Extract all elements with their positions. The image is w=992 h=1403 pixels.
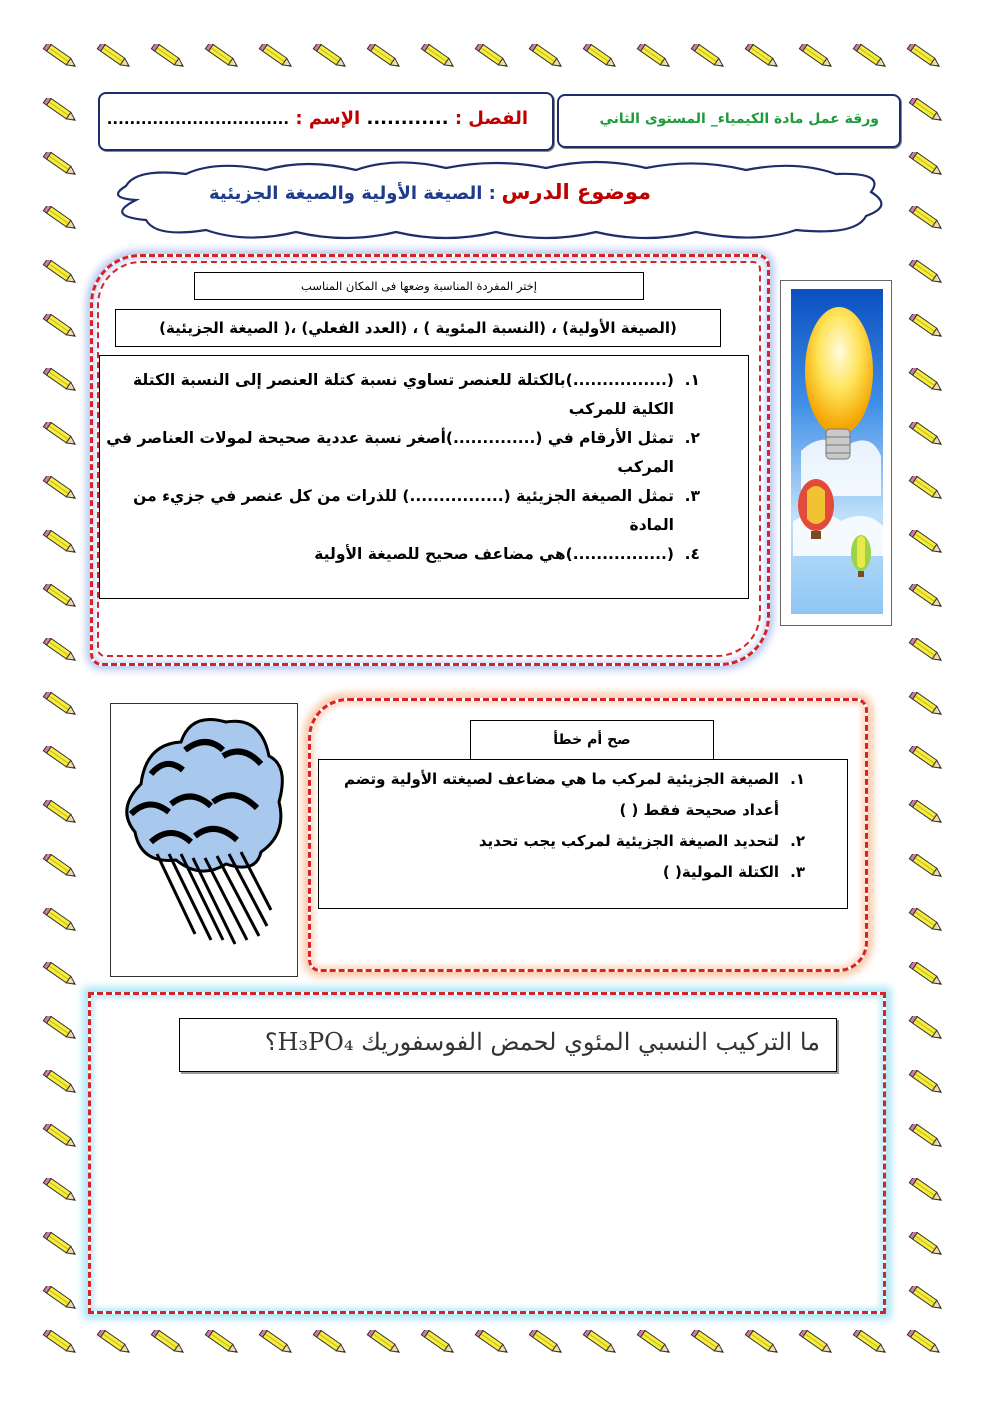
lightbulb-balloons-icon (781, 281, 891, 625)
pencil-icon (908, 800, 948, 826)
section2-item-text: الصيغة الجزيئية لمركب ما هي مضاعف لصيغته الأولية وتضم أعداد صحيحة فقط ( ) (343, 770, 779, 819)
pencil-icon (908, 314, 948, 340)
pencil-icon (908, 1070, 948, 1096)
word-bank-text: (الصيغة الأولية) ، (النسبة المئوية ) ، (العدد الفعلي) ،( الصيغة الجزيئية) (159, 319, 677, 337)
pencil-icon (908, 98, 948, 124)
pencil-icon (42, 908, 82, 934)
pencil-icon (908, 962, 948, 988)
pencil-icon (42, 152, 82, 178)
pencil-icon (42, 206, 82, 232)
pencil-icon (908, 152, 948, 178)
pencil-icon (582, 44, 622, 70)
class-name-box (98, 92, 554, 151)
pencil-icon (42, 1124, 82, 1150)
section2-title: صح أم خطأ (553, 732, 631, 748)
section1-item-text: تمثل الصيغة الجزيئية (................) للذرات من كل عنصر في جزيء من المادة (133, 487, 674, 534)
section1-item-number: ٤. (684, 545, 700, 563)
pencil-icon (908, 368, 948, 394)
rain-cloud-icon (111, 704, 297, 976)
pencil-icon (312, 44, 352, 70)
pencil-icon (96, 1330, 136, 1356)
pencil-icon (42, 800, 82, 826)
pencil-icon (690, 1330, 730, 1356)
name-field[interactable]: ................................ (106, 110, 290, 128)
question-text: ما التركيب النسبي المئوي لحمض الفوسفوريك H₃PO₄؟ (264, 1028, 820, 1056)
pencil-icon (42, 1178, 82, 1204)
word-bank-box (115, 309, 721, 347)
lesson-topic: : الصيغة الأولية والصيغة الجزيئية (208, 183, 496, 204)
pencil-icon (150, 1330, 190, 1356)
section1-item (104, 424, 700, 482)
lightbulb-image (780, 280, 892, 626)
pencil-icon (908, 260, 948, 286)
pencil-icon (908, 746, 948, 772)
pencil-icon (204, 1330, 244, 1356)
section1-item (104, 366, 700, 424)
pencil-icon (42, 962, 82, 988)
lesson-title (150, 180, 710, 204)
pencil-icon (366, 44, 406, 70)
pencil-icon (42, 1330, 82, 1356)
instruction-box (194, 272, 644, 300)
pencil-icon (420, 1330, 460, 1356)
pencil-icon (908, 692, 948, 718)
class-field[interactable]: ............ (366, 108, 449, 129)
pencil-icon (42, 314, 82, 340)
pencil-icon (96, 44, 136, 70)
section2-item-number: ٢. (790, 832, 805, 850)
pencil-icon (906, 44, 946, 70)
section1-item-number: ٢. (684, 429, 700, 447)
pencil-icon (258, 44, 298, 70)
pencil-icon (908, 1016, 948, 1042)
section2-list (329, 764, 807, 888)
instruction-text: إختر المفردة المناسبة وضعها فى المكان المناسب (301, 279, 537, 293)
section1-item-text: (................)بالكتلة للعنصر تساوي نسبة كتلة العنصر إلى النسبة الكتلة الكلية للمركب (133, 371, 674, 418)
lesson-prefix: موضوع الدرس (501, 180, 652, 204)
pencil-icon (908, 206, 948, 232)
pencil-icon (312, 1330, 352, 1356)
rain-cloud-image (110, 703, 298, 977)
worksheet-title: ورقة عمل مادة الكيمياء_ المستوى الثاني (599, 111, 879, 127)
pencil-icon (150, 44, 190, 70)
section2-item-number: ٣. (790, 863, 805, 881)
pencil-icon (42, 98, 82, 124)
class-label: الفصل : (454, 108, 528, 129)
pencil-icon (798, 1330, 838, 1356)
pencil-icon (42, 692, 82, 718)
pencil-icon (42, 476, 82, 502)
section1-item (104, 540, 700, 569)
pencil-icon (852, 44, 892, 70)
pencil-icon (908, 1124, 948, 1150)
pencil-icon (474, 1330, 514, 1356)
section2-item (329, 857, 805, 888)
pencil-icon (42, 422, 82, 448)
pencil-icon (908, 1232, 948, 1258)
pencil-icon (42, 746, 82, 772)
pencil-icon (204, 44, 244, 70)
section1-item (104, 482, 700, 540)
pencil-icon (42, 530, 82, 556)
pencil-icon (690, 44, 730, 70)
section2-item-text: لتحديد الصيغة الجزيئية لمركب يجب تحديد (478, 832, 779, 850)
pencil-icon (528, 44, 568, 70)
pencil-icon (908, 530, 948, 556)
pencil-icon (636, 1330, 676, 1356)
section2-item-number: ١. (790, 770, 805, 788)
pencil-icon (582, 1330, 622, 1356)
section1-item-number: ٣. (684, 487, 700, 505)
pencil-icon (636, 44, 676, 70)
pencil-icon (42, 638, 82, 664)
name-label: الإسم : (295, 108, 361, 129)
section1-item-text: (................)هي مضاعف صحيح للصيغة الأولية (314, 545, 674, 563)
pencil-icon (908, 638, 948, 664)
pencil-icon (42, 260, 82, 286)
section1-item-number: ١. (684, 371, 700, 389)
pencil-icon (744, 44, 784, 70)
worksheet-title-box (557, 94, 901, 148)
section2-item (329, 826, 805, 857)
pencil-icon (908, 584, 948, 610)
pencil-icon (908, 422, 948, 448)
pencil-icon (42, 1286, 82, 1312)
section2-item (329, 764, 805, 826)
pencil-icon (908, 1178, 948, 1204)
pencil-icon (798, 44, 838, 70)
pencil-icon (852, 1330, 892, 1356)
section1-questions-box (99, 355, 749, 599)
section2-item-text: الكتلة المولية( ) (662, 863, 779, 881)
pencil-icon (744, 1330, 784, 1356)
pencil-icon (474, 44, 514, 70)
pencil-icon (42, 1232, 82, 1258)
section2-title-box (470, 720, 714, 760)
pencil-icon (258, 1330, 298, 1356)
pencil-icon (42, 44, 82, 70)
question-box (179, 1018, 837, 1072)
section1-item-text: تمثل الأرقام في (..............)أصغر نسبة عددية صحيحة لمولات العناصر في المركب (106, 429, 674, 476)
section2-questions-box (318, 759, 848, 909)
pencil-icon (906, 1330, 946, 1356)
pencil-icon (908, 476, 948, 502)
pencil-icon (42, 1016, 82, 1042)
pencil-icon (908, 1286, 948, 1312)
pencil-icon (42, 368, 82, 394)
pencil-icon (42, 1070, 82, 1096)
pencil-icon (908, 854, 948, 880)
pencil-icon (420, 44, 460, 70)
pencil-icon (42, 854, 82, 880)
section1-list (104, 366, 702, 569)
pencil-icon (908, 908, 948, 934)
pencil-icon (366, 1330, 406, 1356)
pencil-icon (42, 584, 82, 610)
pencil-icon (528, 1330, 568, 1356)
